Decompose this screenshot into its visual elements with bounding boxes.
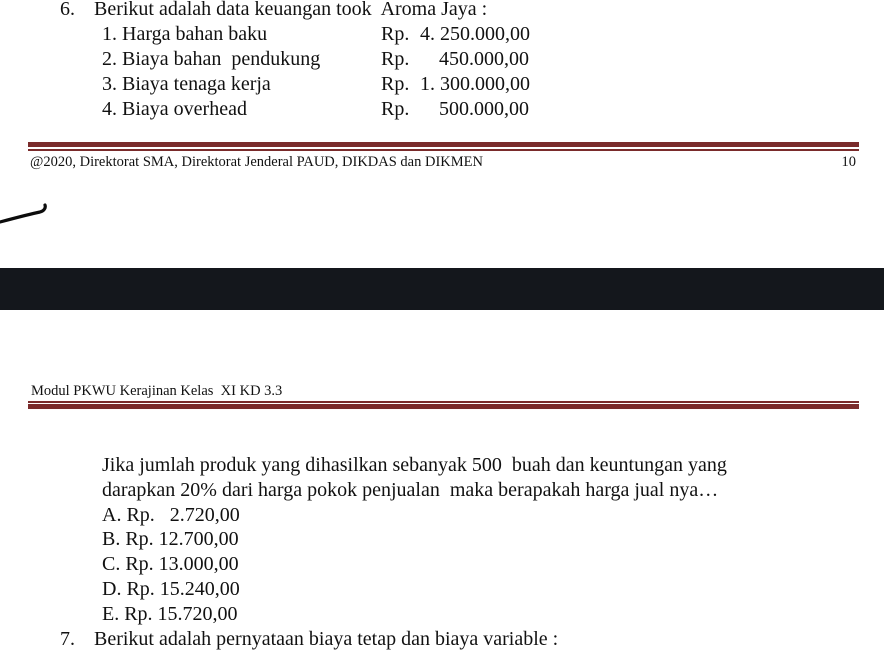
header-rule-thick bbox=[28, 404, 859, 409]
footer-rule-thick bbox=[28, 142, 859, 147]
answer-option-d: D. Rp. 15.240,00 bbox=[102, 578, 240, 600]
answer-option-c: C. Rp. 13.000,00 bbox=[102, 553, 239, 575]
cost-item-label: 2. Biaya bahan pendukung bbox=[102, 48, 321, 70]
cost-item-amount: 1. 300.000,00 bbox=[420, 73, 530, 95]
answer-option-e: E. Rp. 15.720,00 bbox=[102, 603, 238, 625]
cost-item-label: 1. Harga bahan baku bbox=[102, 23, 268, 45]
next-question-number: 7. bbox=[60, 628, 75, 650]
cost-item-currency: Rp. bbox=[381, 73, 410, 95]
question-number: 6. bbox=[60, 0, 75, 20]
cost-item-amount: 450.000,00 bbox=[439, 48, 529, 70]
cost-item-currency: Rp. bbox=[381, 98, 410, 120]
answer-option-a: A. Rp. 2.720,00 bbox=[102, 504, 240, 526]
module-header: Modul PKWU Kerajinan Kelas XI KD 3.3 bbox=[31, 383, 283, 399]
cost-item-amount: 4. 250.000,00 bbox=[420, 23, 530, 45]
next-question-text: Berikut adalah pernyataan biaya tetap dan biaya variable : bbox=[94, 628, 559, 650]
footer-rule-thin bbox=[28, 149, 859, 151]
cost-item-label: 3. Biaya tenaga kerja bbox=[102, 73, 271, 95]
header-rule-thin bbox=[28, 401, 859, 403]
cost-item-label: 4. Biaya overhead bbox=[102, 98, 247, 120]
cost-item-amount: 500.000,00 bbox=[439, 98, 529, 120]
page-number: 10 bbox=[841, 154, 856, 170]
cost-item-currency: Rp. bbox=[381, 48, 410, 70]
answer-option-b: B. Rp. 12.700,00 bbox=[102, 528, 239, 550]
page-break-band bbox=[0, 268, 884, 310]
footer-copyright: @2020, Direktorat SMA, Direktorat Jenderal PAUD, DIKDAS dan DIKMEN bbox=[30, 154, 483, 170]
cost-item-currency: Rp. bbox=[381, 23, 410, 45]
pen-stroke-mark bbox=[0, 196, 60, 236]
question-continuation-line: darapkan 20% dari harga pokok penjualan maka berapakah harga jual nya… bbox=[102, 479, 719, 501]
question-text: Berikut adalah data keuangan took Aroma Jaya : bbox=[94, 0, 488, 20]
question-continuation-line: Jika jumlah produk yang dihasilkan sebanyak 500 buah dan keuntungan yang bbox=[102, 454, 727, 476]
